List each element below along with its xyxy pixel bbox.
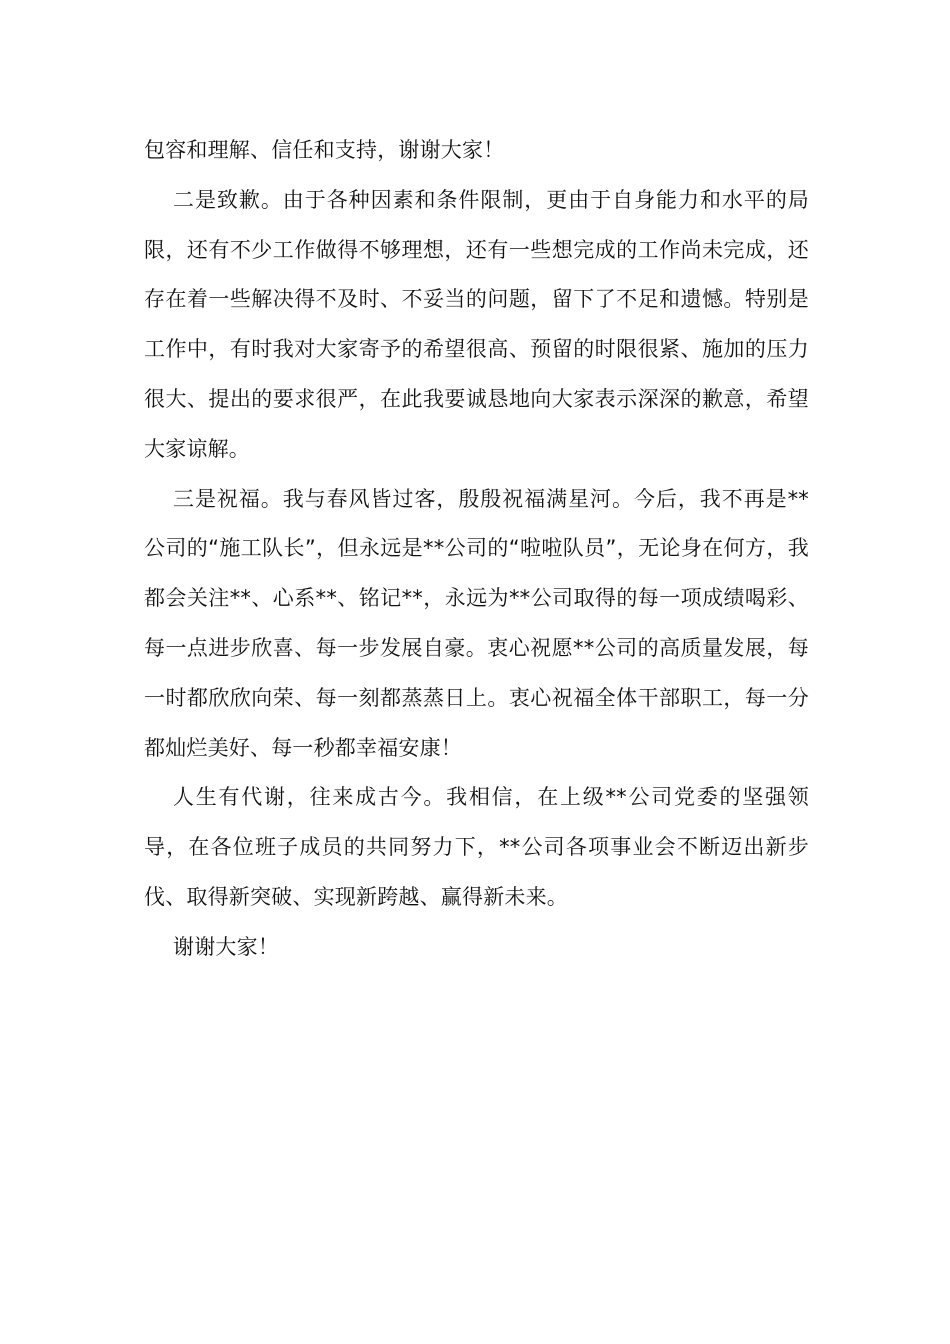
paragraph-continuation: 包容和理解、信任和支持，谢谢大家！ (144, 138, 505, 162)
paragraph-blessing: 三是祝福。我与春风皆过客，殷殷祝福满星河。今后，我不再是**公司的“施工队长”，但永远是**公司的“啦啦队员”，无论身在何方，我都会关注**、心系**、铭记**，永远为**公司取得的每一项成绩喝彩、每一点进步欣喜、每一步发展自豪。衷心祝愿**公司的高质量发展，每一时都欣欣向荣、每一刻都蒸蒸日上。衷心祝福全体干部职工，每一分都灿烂美好、每一秒都幸福安康！ (144, 486, 809, 760)
paragraph-thanks: 谢谢大家！ (173, 934, 279, 959)
paragraph-apology: 二是致歉。由于各种因素和条件限制，更由于自身能力和水平的局限，还有不少工作做得不够理想，还有一些想完成的工作尚未完成，还存在着一些解决得不及时、不妥当的问题，留下了不足和遗憾。特别是工作中，有时我对大家寄予的希望很高、预留的时限很紧、施加的压力很大、提出的要求很严，在此我要诚恳地向大家表示深深的歉意，希望大家谅解。 (144, 187, 809, 461)
document-body (144, 126, 809, 973)
paragraph-closing-remarks: 人生有代谢，往来成古今。我相信，在上级**公司党委的坚强领导，在各位班子成员的共同努力下，**公司各项事业会不断迈出新步伐、取得新突破、实现新跨越、赢得新未来。 (144, 785, 809, 909)
